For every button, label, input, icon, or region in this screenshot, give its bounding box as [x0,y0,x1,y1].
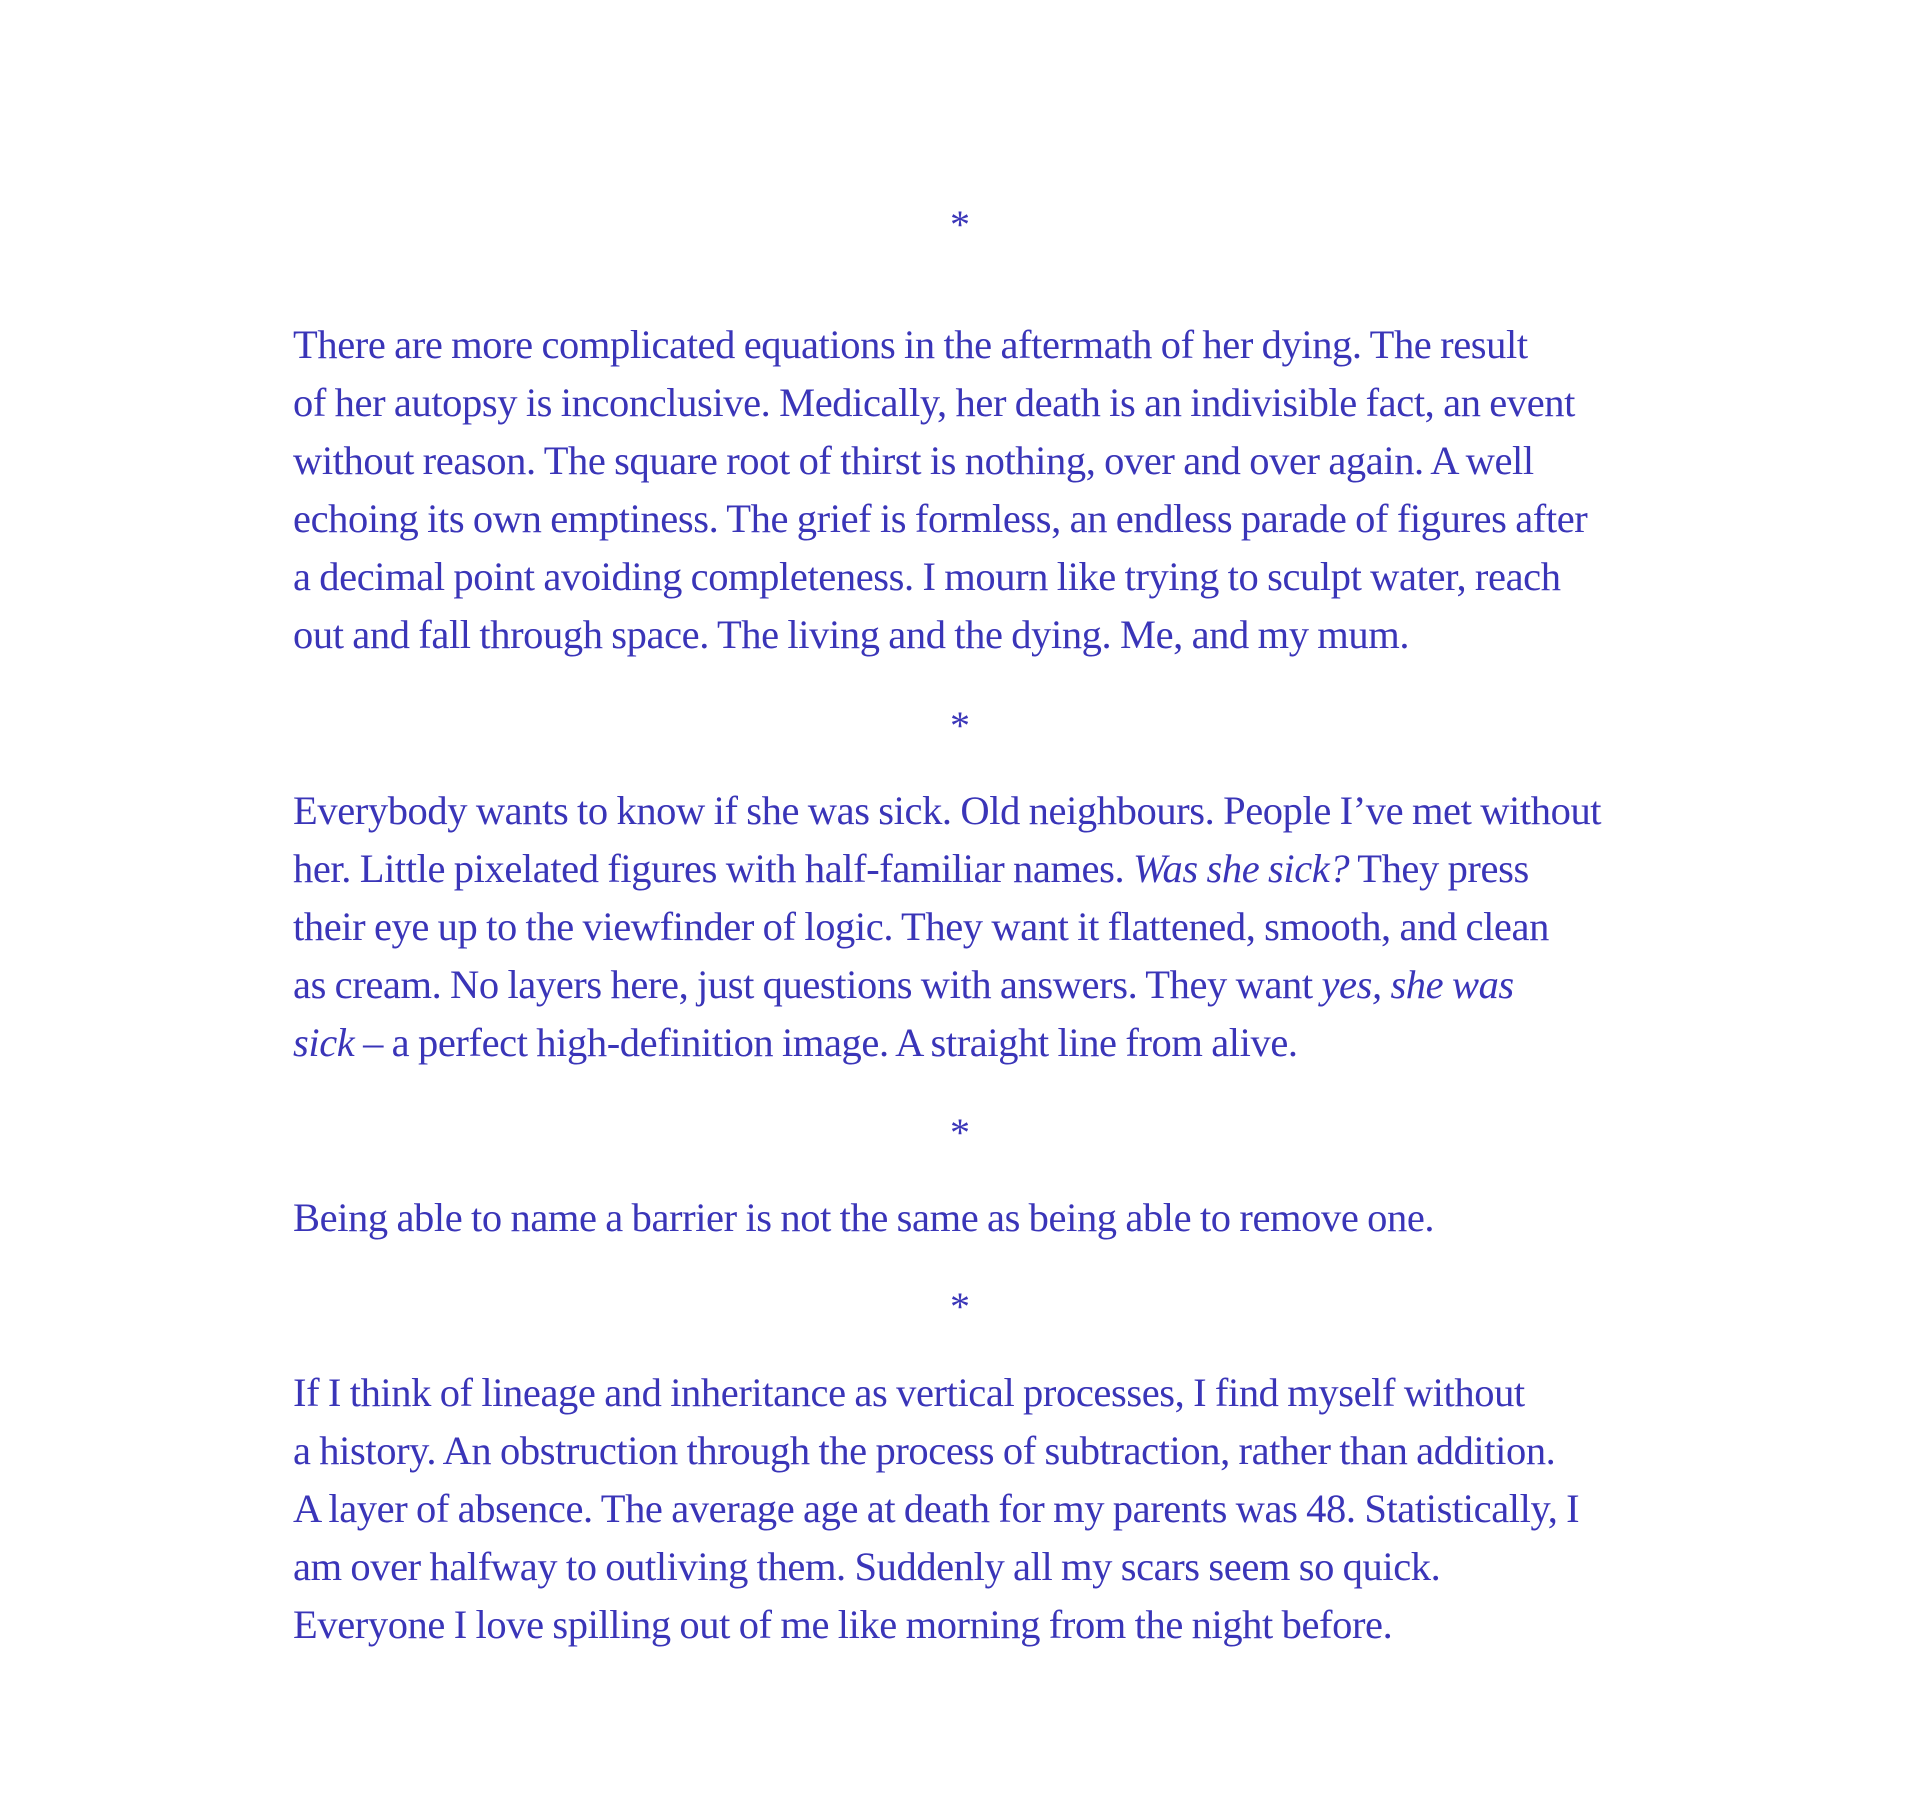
text-line: Everybody wants to know if she was sick. Old neighbours. People I’ve met without [293,788,1602,833]
text-line: their eye up to the viewfinder of logic. They want it flattened, smooth, and clean [293,904,1549,949]
paragraph-text [293,1189,1753,1247]
paragraph-lineage [293,1364,1753,1654]
paragraph-was-she-sick [293,782,1753,1072]
text-line: her. Little pixelated figures with half-familiar names. Was she sick? They press [293,846,1529,891]
section-separator [0,1110,1920,1155]
text-line: sick – a perfect high-definition image. A straight line from alive. [293,1020,1298,1065]
text-line: Being able to name a barrier is not the same as being able to remove one. [293,1195,1435,1240]
paragraph-text [293,316,1753,664]
italic-answer: sick [293,1020,355,1065]
asterisk-glyph: * [950,1110,970,1155]
text-line: a history. An obstruction through the process of subtraction, rather than addition. [293,1428,1556,1473]
text-line: of her autopsy is inconclusive. Medically, her death is an indivisible fact, an event [293,380,1575,425]
paragraph-barrier [293,1189,1753,1247]
text-line: as cream. No layers here, just questions with answers. They want yes, she was [293,962,1514,1007]
text-line: am over halfway to outliving them. Suddenly all my scars seem so quick. [293,1544,1441,1589]
text-line: out and fall through space. The living and the dying. Me, and my mum. [293,612,1410,657]
italic-answer: yes, she was [1321,962,1514,1007]
text-line: without reason. The square root of thirst is nothing, over and over again. A well [293,438,1534,483]
text-line: Everyone I love spilling out of me like morning from the night before. [293,1602,1393,1647]
paragraph-text [293,782,1753,1072]
text-line: If I think of lineage and inheritance as vertical processes, I find myself without [293,1370,1525,1415]
italic-question: Was she sick? [1132,846,1350,891]
section-separator [0,703,1920,748]
paragraph-aftermath [293,316,1753,664]
text-line: echoing its own emptiness. The grief is formless, an endless parade of figures after [293,496,1588,541]
section-separator [0,202,1920,247]
text-line: There are more complicated equations in the aftermath of her dying. The result [293,322,1528,367]
asterisk-glyph: * [950,1284,970,1329]
asterisk-glyph: * [950,703,970,748]
paragraph-text [293,1364,1753,1654]
asterisk-glyph: * [950,202,970,247]
section-separator [0,1284,1920,1329]
text-line: A layer of absence. The average age at death for my parents was 48. Statistically, I [293,1486,1580,1531]
text-line: a decimal point avoiding completeness. I mourn like trying to sculpt water, reach [293,554,1561,599]
